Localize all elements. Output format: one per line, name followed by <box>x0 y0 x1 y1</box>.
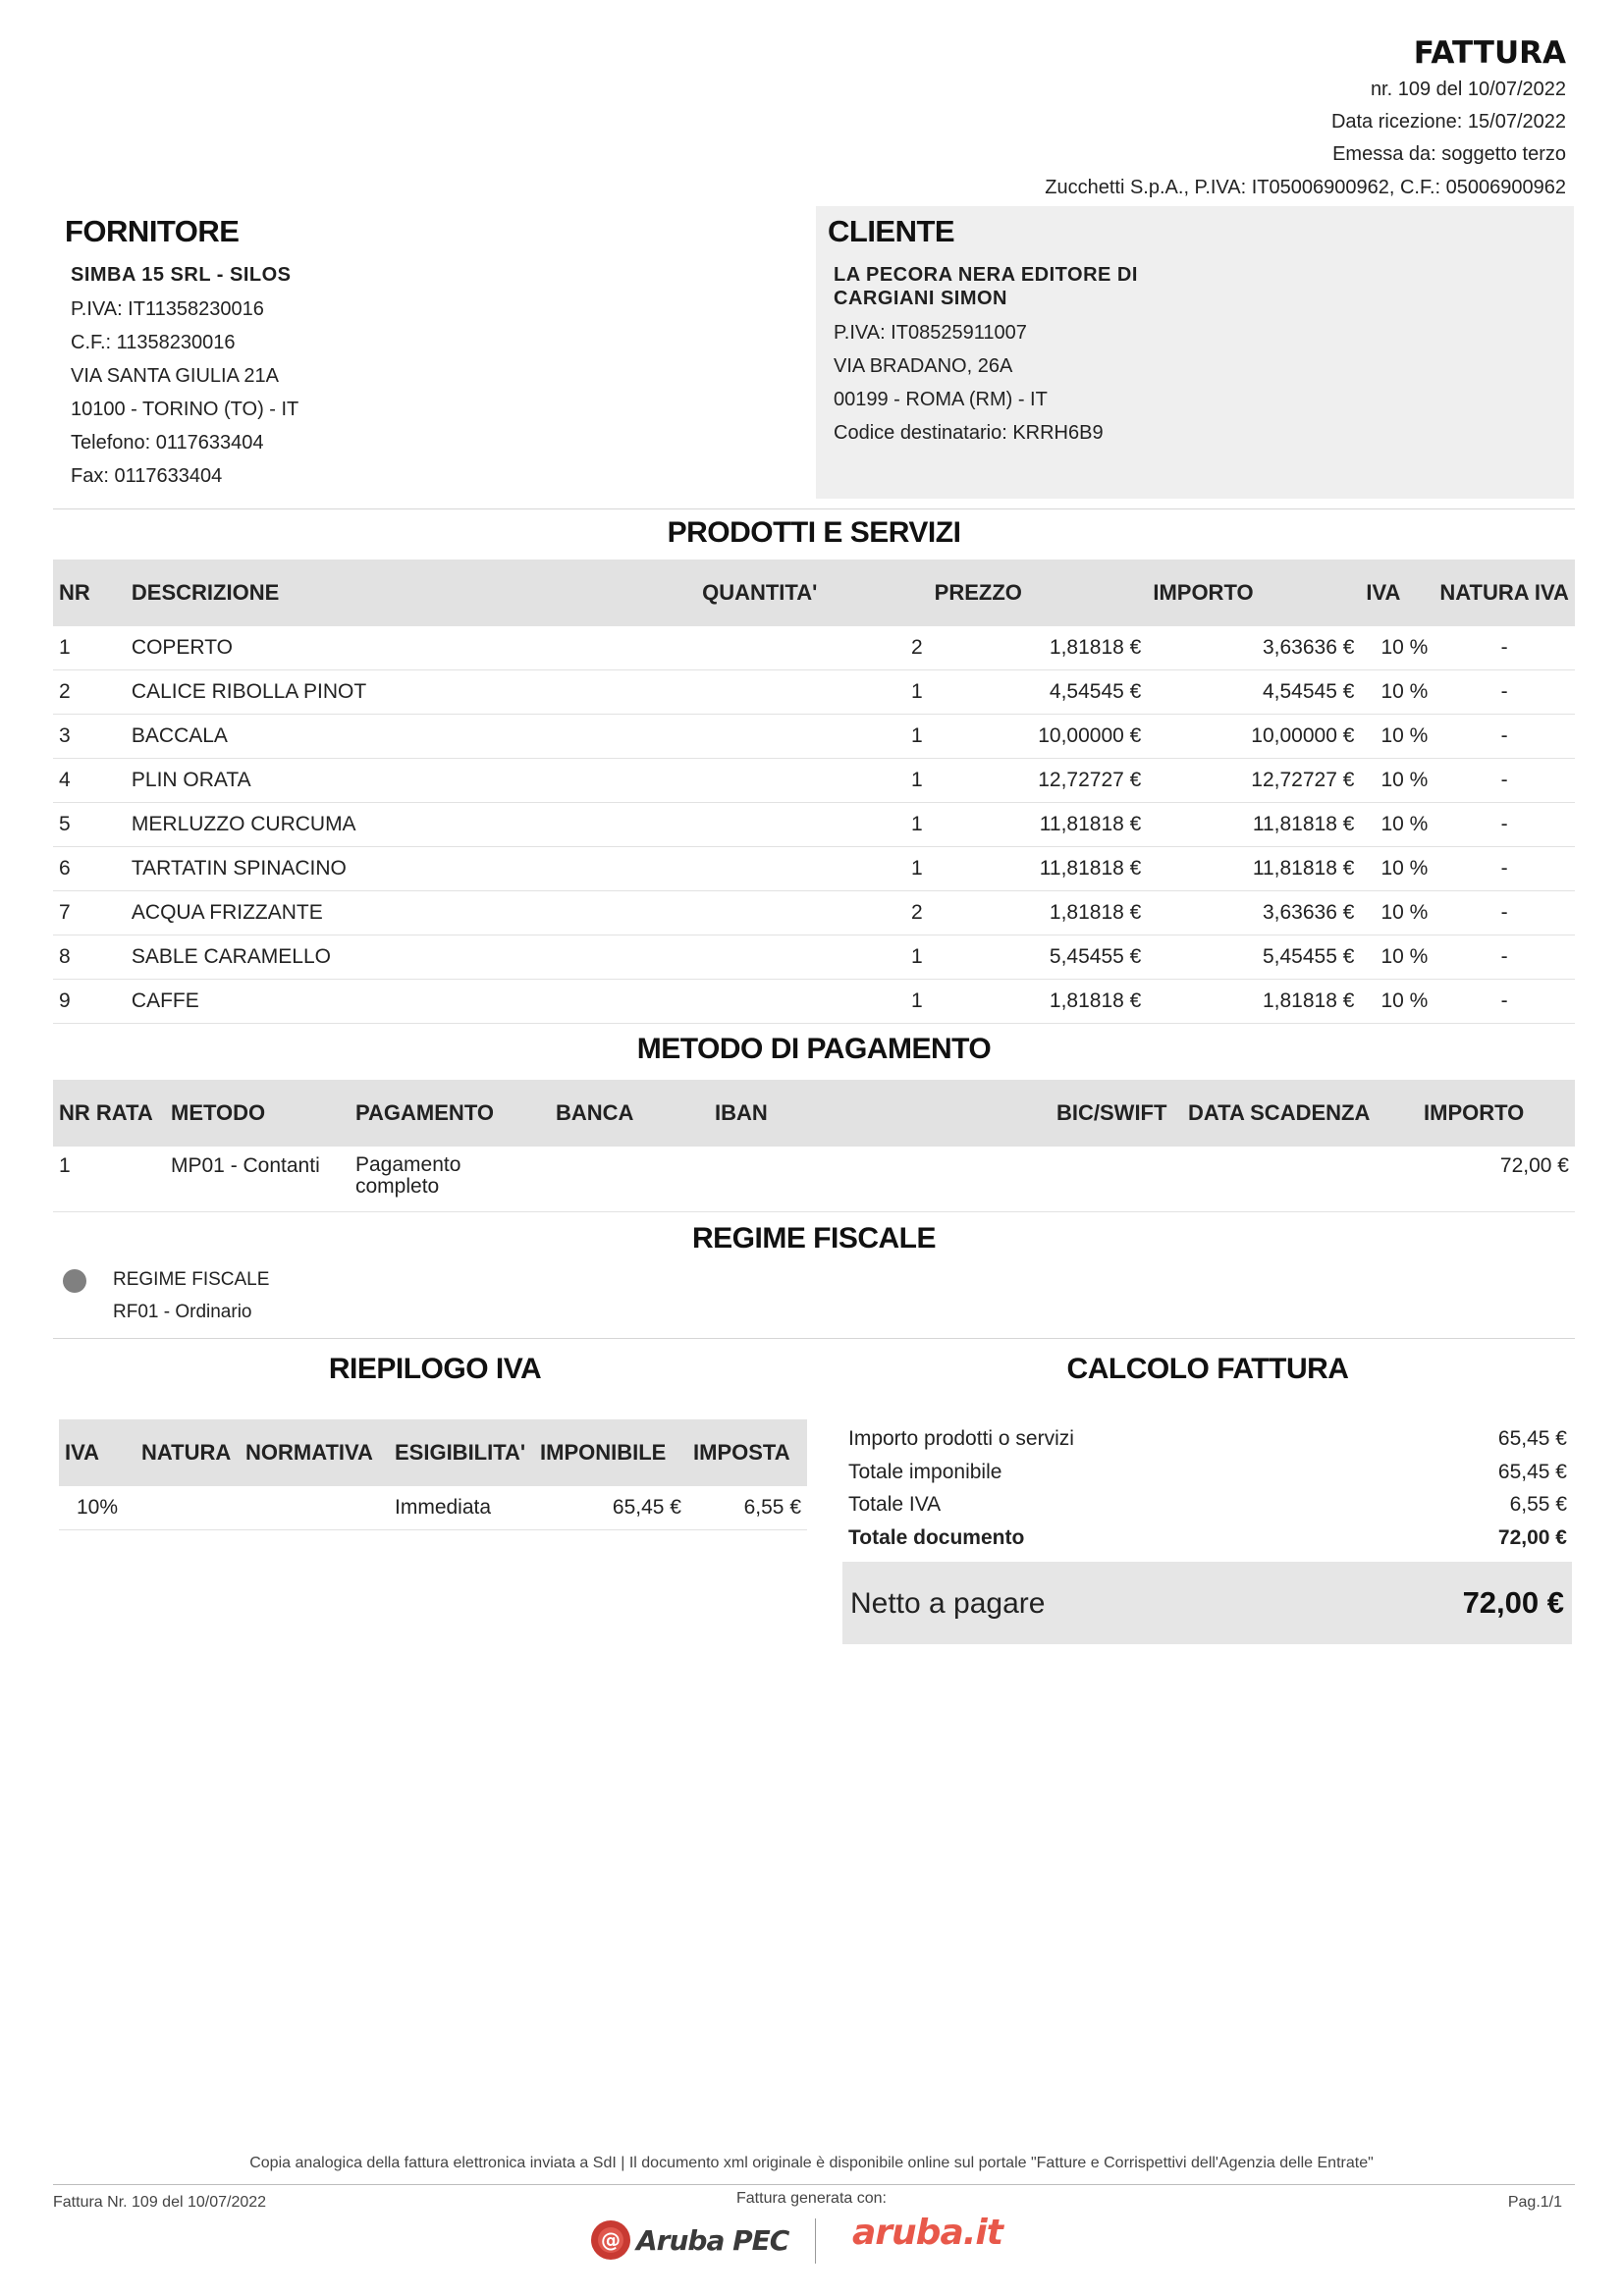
cell-prezzo: 11,81818 € <box>929 847 1148 891</box>
cell-natura: - <box>1434 759 1575 803</box>
table-row <box>53 715 1575 759</box>
cell-quantita: 1 <box>696 715 929 759</box>
cell-iva: 10 % <box>1360 670 1434 715</box>
cell-nr: 5 <box>53 803 126 847</box>
payment-importo: 72,00 € <box>1418 1147 1575 1212</box>
cell-iva: 10 % <box>1360 715 1434 759</box>
cell-prezzo: 11,81818 € <box>929 803 1148 847</box>
col-r-esigibilita: ESIGIBILITA' <box>389 1419 534 1486</box>
col-banca: BANCA <box>550 1080 709 1147</box>
cell-quantita: 1 <box>696 803 929 847</box>
riepilogo-header-row <box>59 1419 807 1486</box>
cell-iva: 10 % <box>1360 803 1434 847</box>
client-line: VIA BRADANO, 26A <box>834 355 1013 377</box>
cell-natura: - <box>1434 980 1575 1024</box>
pec-logo-text: Aruba PEC <box>636 2223 789 2257</box>
riepilogo-table <box>59 1419 807 1530</box>
cell-quantita: 2 <box>696 626 929 670</box>
cell-importo: 10,00000 € <box>1147 715 1360 759</box>
riepilogo-natura <box>135 1486 240 1530</box>
issuer-info: Zucchetti S.p.A., P.IVA: IT05006900962, C.F.: 05006900962 <box>1045 177 1566 198</box>
footer-page-number: Pag.1/1 <box>1507 2194 1562 2211</box>
cell-nr: 1 <box>53 626 126 670</box>
cell-nr: 3 <box>53 715 126 759</box>
cell-prezzo: 4,54545 € <box>929 670 1148 715</box>
col-r-imposta: IMPOSTA <box>687 1419 807 1486</box>
products-header-row <box>53 560 1575 626</box>
col-iva: IVA <box>1360 560 1434 626</box>
supplier-line: 10100 - TORINO (TO) - IT <box>71 399 299 420</box>
cell-importo: 12,72727 € <box>1147 759 1360 803</box>
payment-pagamento-l1: Pagamento <box>355 1153 461 1176</box>
logo-separator <box>815 2218 816 2264</box>
cell-nr: 4 <box>53 759 126 803</box>
col-descrizione: DESCRIZIONE <box>126 560 696 626</box>
col-bic: BIC/SWIFT <box>1051 1080 1182 1147</box>
calc-iva-row <box>848 1493 1567 1517</box>
client-line: 00199 - ROMA (RM) - IT <box>834 389 1048 410</box>
col-r-iva: IVA <box>59 1419 135 1486</box>
calc-importo-value: 65,45 € <box>1497 1427 1567 1450</box>
table-row <box>53 626 1575 670</box>
col-quantita: QUANTITA' <box>696 560 929 626</box>
payment-pagamento <box>350 1147 550 1212</box>
footer-generated-with: Fattura generata con: <box>736 2190 887 2207</box>
col-r-imponibile: IMPONIBILE <box>534 1419 687 1486</box>
cell-prezzo: 1,81818 € <box>929 891 1148 935</box>
calc-iva-label: Totale IVA <box>848 1493 942 1516</box>
cell-prezzo: 5,45455 € <box>929 935 1148 980</box>
calc-importo-row <box>848 1427 1567 1451</box>
products-heading: PRODOTTI E SERVIZI <box>667 516 961 549</box>
supplier-line: Telefono: 0117633404 <box>71 432 264 454</box>
payment-metodo: MP01 - Contanti <box>165 1147 350 1212</box>
cell-prezzo: 10,00000 € <box>929 715 1148 759</box>
riepilogo-iva: 10% <box>59 1486 135 1530</box>
cell-iva: 10 % <box>1360 847 1434 891</box>
client-name-line1: LA PECORA NERA EDITORE DI <box>834 264 1138 286</box>
calc-imponibile-row <box>848 1461 1567 1484</box>
divider <box>53 508 1575 509</box>
cell-iva: 10 % <box>1360 759 1434 803</box>
cell-quantita: 1 <box>696 980 929 1024</box>
payment-iban <box>709 1147 1051 1212</box>
client-block <box>816 206 1574 499</box>
cell-quantita: 1 <box>696 935 929 980</box>
cell-natura: - <box>1434 626 1575 670</box>
regime-label: REGIME FISCALE <box>113 1269 270 1290</box>
aruba-it-logo: aruba.it <box>852 2213 1002 2253</box>
payment-row <box>53 1147 1575 1212</box>
calc-imponibile-label: Totale imponibile <box>848 1461 1002 1483</box>
cell-natura: - <box>1434 891 1575 935</box>
table-row <box>53 980 1575 1024</box>
col-metodo: METODO <box>165 1080 350 1147</box>
riepilogo-heading: RIEPILOGO IVA <box>328 1353 542 1385</box>
cell-importo: 3,63636 € <box>1147 626 1360 670</box>
col-r-normativa: NORMATIVA <box>240 1419 389 1486</box>
cell-quantita: 1 <box>696 670 929 715</box>
col-pagamento: PAGAMENTO <box>350 1080 550 1147</box>
payment-scadenza <box>1182 1147 1418 1212</box>
cell-natura: - <box>1434 715 1575 759</box>
cell-quantita: 1 <box>696 759 929 803</box>
footer-divider <box>53 2184 1575 2185</box>
cell-natura: - <box>1434 847 1575 891</box>
supplier-heading: FORNITORE <box>65 214 240 248</box>
document-title: FATTURA <box>1413 35 1566 71</box>
cell-importo: 11,81818 € <box>1147 803 1360 847</box>
calc-imponibile-value: 65,45 € <box>1497 1461 1567 1483</box>
cell-nr: 8 <box>53 935 126 980</box>
cell-descrizione: SABLE CARAMELLO <box>126 935 696 980</box>
cell-nr: 7 <box>53 891 126 935</box>
col-importo-pag: IMPORTO <box>1418 1080 1575 1147</box>
calcolo-heading: CALCOLO FATTURA <box>1066 1353 1349 1385</box>
cell-nr: 2 <box>53 670 126 715</box>
payment-banca <box>550 1147 709 1212</box>
footer-invoice-ref: Fattura Nr. 109 del 10/07/2022 <box>53 2194 267 2211</box>
cell-iva: 10 % <box>1360 891 1434 935</box>
col-prezzo: PREZZO <box>929 560 1148 626</box>
cell-descrizione: ACQUA FRIZZANTE <box>126 891 696 935</box>
products-table <box>53 560 1575 1024</box>
payment-header-row <box>53 1080 1575 1147</box>
col-nr: NR <box>53 560 126 626</box>
cell-importo: 1,81818 € <box>1147 980 1360 1024</box>
calc-documento-row <box>848 1526 1567 1550</box>
riepilogo-imposta: 6,55 € <box>687 1486 807 1530</box>
riepilogo-normativa <box>240 1486 389 1530</box>
table-row <box>53 803 1575 847</box>
svg-text:@: @ <box>601 2228 621 2252</box>
cell-descrizione: COPERTO <box>126 626 696 670</box>
col-importo: IMPORTO <box>1147 560 1360 626</box>
payment-table <box>53 1080 1575 1212</box>
regime-value: RF01 - Ordinario <box>113 1302 252 1322</box>
cell-descrizione: PLIN ORATA <box>126 759 696 803</box>
calc-documento-label: Totale documento <box>848 1526 1025 1549</box>
cell-natura: - <box>1434 803 1575 847</box>
bullet-icon <box>63 1269 86 1293</box>
invoice-number: nr. 109 del 10/07/2022 <box>1370 79 1566 100</box>
cell-importo: 11,81818 € <box>1147 847 1360 891</box>
calc-iva-value: 6,55 € <box>1509 1493 1567 1516</box>
cell-importo: 5,45455 € <box>1147 935 1360 980</box>
supplier-block <box>53 214 760 493</box>
col-iban: IBAN <box>709 1080 1051 1147</box>
regime-heading: REGIME FISCALE <box>691 1222 936 1255</box>
cell-importo: 3,63636 € <box>1147 891 1360 935</box>
cell-descrizione: BACCALA <box>126 715 696 759</box>
cell-natura: - <box>1434 935 1575 980</box>
supplier-line: VIA SANTA GIULIA 21A <box>71 365 279 387</box>
payment-pagamento-l2: completo <box>355 1175 440 1198</box>
cell-nr: 6 <box>53 847 126 891</box>
cell-descrizione: MERLUZZO CURCUMA <box>126 803 696 847</box>
supplier-line: P.IVA: IT11358230016 <box>71 298 264 320</box>
cell-quantita: 1 <box>696 847 929 891</box>
cell-natura: - <box>1434 670 1575 715</box>
pec-seal-icon <box>589 2218 632 2262</box>
cell-descrizione: CALICE RIBOLLA PINOT <box>126 670 696 715</box>
client-name-line2: CARGIANI SIMON <box>834 288 1007 309</box>
calc-documento-value: 72,00 € <box>1497 1526 1567 1549</box>
client-line: Codice destinatario: KRRH6B9 <box>834 422 1104 444</box>
received-date: Data ricezione: 15/07/2022 <box>1330 111 1566 133</box>
cell-iva: 10 % <box>1360 935 1434 980</box>
netto-value: 72,00 € <box>1462 1585 1564 1620</box>
aruba-pec-logo <box>589 2220 788 2260</box>
payment-heading: METODO DI PAGAMENTO <box>636 1033 992 1065</box>
cell-descrizione: TARTATIN SPINACINO <box>126 847 696 891</box>
cell-descrizione: CAFFE <box>126 980 696 1024</box>
supplier-name: SIMBA 15 SRL - SILOS <box>71 264 292 286</box>
cell-quantita: 2 <box>696 891 929 935</box>
cell-iva: 10 % <box>1360 980 1434 1024</box>
col-natura: NATURA IVA <box>1434 560 1575 626</box>
table-row <box>53 670 1575 715</box>
issued-by: Emessa da: soggetto terzo <box>1332 143 1566 165</box>
riepilogo-esigibilita: Immediata <box>389 1486 534 1530</box>
cell-prezzo: 1,81818 € <box>929 980 1148 1024</box>
payment-rata: 1 <box>53 1147 165 1212</box>
netto-label: Netto a pagare <box>850 1587 1046 1620</box>
payment-bic <box>1051 1147 1182 1212</box>
client-heading: CLIENTE <box>828 214 955 248</box>
col-r-natura: NATURA <box>135 1419 240 1486</box>
supplier-line: C.F.: 11358230016 <box>71 332 236 353</box>
divider <box>53 1338 1575 1339</box>
calc-importo-label: Importo prodotti o servizi <box>848 1427 1074 1450</box>
table-row <box>53 935 1575 980</box>
table-row <box>53 759 1575 803</box>
cell-importo: 4,54545 € <box>1147 670 1360 715</box>
cell-nr: 9 <box>53 980 126 1024</box>
riepilogo-row <box>59 1486 807 1530</box>
table-row <box>53 847 1575 891</box>
cell-prezzo: 12,72727 € <box>929 759 1148 803</box>
riepilogo-imponibile: 65,45 € <box>534 1486 687 1530</box>
supplier-line: Fax: 0117633404 <box>71 465 223 487</box>
netto-box <box>842 1562 1572 1644</box>
col-scadenza: DATA SCADENZA <box>1182 1080 1418 1147</box>
client-line: P.IVA: IT08525911007 <box>834 322 1027 344</box>
col-rata: NR RATA <box>53 1080 165 1147</box>
cell-iva: 10 % <box>1360 626 1434 670</box>
footer-note: Copia analogica della fattura elettronica inviata a SdI | Il documento xml originale è disponibile online sul portale "Fatture e Corrispettivi dell'Agenzia delle Entrate" <box>249 2155 1374 2171</box>
table-row <box>53 891 1575 935</box>
cell-prezzo: 1,81818 € <box>929 626 1148 670</box>
